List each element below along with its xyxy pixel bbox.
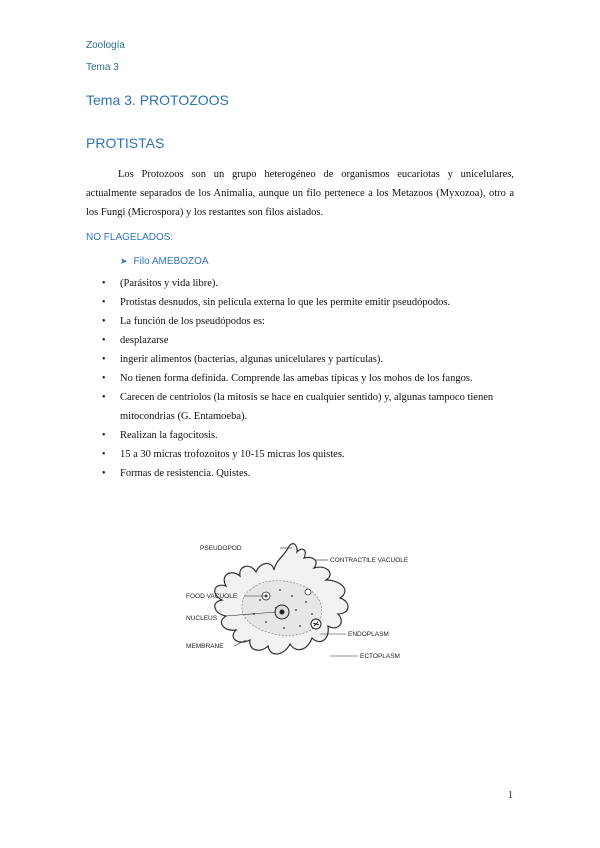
section-heading: PROTISTAS — [86, 135, 165, 151]
arrow-bullet-icon: ➤ — [120, 256, 128, 266]
phylum-label: Filo AMEBOZOA — [133, 256, 209, 267]
label-nucleus: NUCLEUS — [186, 615, 218, 622]
phylum-heading — [120, 256, 209, 267]
bullet-icon: • — [102, 449, 106, 460]
bullet-icon: • — [102, 373, 106, 384]
list-item-text: Carecen de centriolos (la mitosis se hace en cualquier sentido) y, algunas tampoco tienen mitocondrias (G. Entamoeba). — [120, 392, 494, 422]
bullet-icon: • — [102, 354, 106, 365]
amoeba-diagram — [180, 530, 420, 680]
page-number: 1 — [508, 790, 513, 801]
page-title: Tema 3. PROTOZOOS — [86, 92, 229, 108]
list-item — [102, 350, 522, 369]
list-item-text: Realizan la fagocitosis. — [120, 430, 218, 441]
bullet-icon: • — [102, 335, 106, 346]
header-topic: Tema 3 — [86, 62, 119, 73]
bullet-icon: • — [102, 278, 106, 289]
bullet-icon: • — [102, 392, 106, 403]
list-item-text: Formas de resistencia. Quistes. — [120, 468, 251, 479]
label-food-vacuole: FOOD VACUOLE — [186, 593, 238, 600]
list-item — [102, 388, 522, 426]
label-ectoplasm: ECTOPLASM — [360, 653, 400, 660]
list-item — [102, 274, 522, 293]
label-endoplasm: ENDOPLASM — [348, 631, 389, 638]
list-item-text: La función de los pseudópodos es: — [120, 316, 265, 327]
bullet-icon: • — [102, 430, 106, 441]
list-item-text: Protistas desnudos, sin película externa lo que les permite emitir pseudópodos. — [120, 297, 451, 308]
bullet-icon: • — [102, 297, 106, 308]
list-item — [102, 369, 522, 388]
label-pseudopod: PSEUDOPOD — [200, 545, 242, 552]
bullet-list — [102, 274, 522, 483]
list-item-text: No tienen forma definida. Comprende las amebas típicas y los mohos de los fangos. — [120, 373, 473, 384]
list-item — [102, 464, 522, 483]
intro-paragraph: Los Protozoos son un grupo heterogéneo de organismos eucariotas y unicelulares, actualmente separados de los Animalia, aunque un filo pertenece a los Metazoos (Myxozoa), otro a los Fungi (Microspora) y los restantes son filos aislados. — [86, 169, 514, 218]
list-item-text: 15 a 30 micras trofozoitos y 10-15 micras los quistes. — [120, 449, 345, 460]
list-item-text: (Parásitos y vida libre). — [120, 278, 218, 289]
list-item — [102, 293, 522, 312]
list-item — [102, 426, 522, 445]
list-item — [102, 331, 522, 350]
label-membrane: MEMBRANE — [186, 643, 224, 650]
list-item — [102, 312, 522, 331]
bullet-icon: • — [102, 316, 106, 327]
list-item-text: ingerir alimentos (bacterias, algunas unicelulares y partículas). — [120, 354, 383, 365]
bullet-icon: • — [102, 468, 106, 479]
subsection-heading: NO FLAGELADOS: — [86, 232, 174, 243]
header-subject: Zoología — [86, 40, 125, 51]
label-contractile-vacuole: CONTRACTILE VACUOLE — [330, 557, 409, 564]
list-item — [102, 445, 522, 464]
list-item-text: desplazarse — [120, 335, 169, 346]
